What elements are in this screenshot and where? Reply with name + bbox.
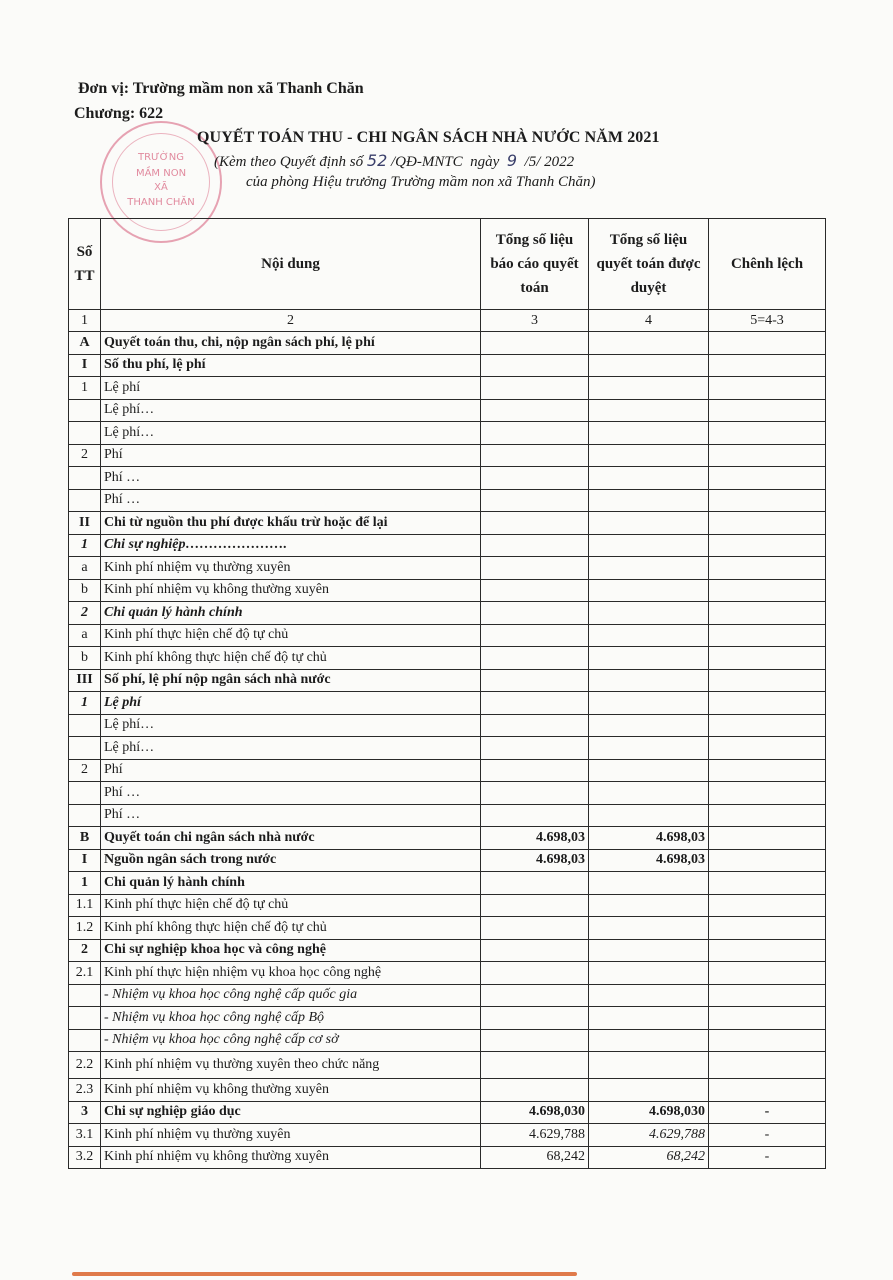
decision-day: 9 — [506, 151, 518, 170]
table-row — [69, 894, 826, 917]
column-number-row — [69, 310, 826, 332]
row-difference — [709, 512, 826, 535]
row-number: b — [69, 579, 101, 602]
row-content: Chi từ nguồn thu phí được khấu trừ hoặc để lại — [101, 512, 481, 535]
row-difference: - — [709, 1146, 826, 1169]
table-row — [69, 602, 826, 625]
row-difference — [709, 894, 826, 917]
row-approved-value — [589, 534, 709, 557]
row-content: Kinh phí không thực hiện chế độ tự chủ — [101, 647, 481, 670]
col-number: 1 — [69, 310, 101, 332]
table-row — [69, 624, 826, 647]
row-content: - Nhiệm vụ khoa học công nghệ cấp cơ sở — [101, 1029, 481, 1052]
row-reported-value — [481, 467, 589, 490]
row-number: 1.2 — [69, 917, 101, 940]
row-approved-value — [589, 377, 709, 400]
table-row — [69, 1029, 826, 1052]
row-content: - Nhiệm vụ khoa học công nghệ cấp Bộ — [101, 1007, 481, 1030]
table-row — [69, 489, 826, 512]
row-approved-value — [589, 939, 709, 962]
row-content: Chi quản lý hành chính — [101, 602, 481, 625]
row-number: b — [69, 647, 101, 670]
row-reported-value: 68,242 — [481, 1146, 589, 1169]
table-row — [69, 939, 826, 962]
row-content: Số thu phí, lệ phí — [101, 354, 481, 377]
row-content: Chi sự nghiệp giáo dục — [101, 1101, 481, 1124]
row-content: Quyết toán chi ngân sách nhà nước — [101, 827, 481, 850]
row-reported-value — [481, 624, 589, 647]
row-difference — [709, 1007, 826, 1030]
table-row — [69, 692, 826, 715]
row-number: II — [69, 512, 101, 535]
table-row — [69, 759, 826, 782]
table-row — [69, 827, 826, 850]
table-row — [69, 782, 826, 805]
col-header-reported: Tổng số liệu báo cáo quyết toán — [481, 219, 589, 310]
row-content: Kinh phí nhiệm vụ không thường xuyên — [101, 1146, 481, 1169]
row-difference — [709, 579, 826, 602]
row-approved-value — [589, 512, 709, 535]
row-content: Nguồn ngân sách trong nước — [101, 849, 481, 872]
row-difference — [709, 467, 826, 490]
row-reported-value — [481, 579, 589, 602]
subtitle-prefix: (Kèm theo Quyết định số — [214, 154, 367, 170]
row-approved-value — [589, 692, 709, 715]
col-header-approved: Tổng số liệu quyết toán được duyệt — [589, 219, 709, 310]
row-difference — [709, 444, 826, 467]
row-content: Phí — [101, 759, 481, 782]
row-content: Phí … — [101, 489, 481, 512]
row-reported-value — [481, 714, 589, 737]
row-approved-value — [589, 444, 709, 467]
row-number: 1 — [69, 872, 101, 895]
row-reported-value — [481, 939, 589, 962]
table-row — [69, 714, 826, 737]
row-difference — [709, 1079, 826, 1102]
row-approved-value — [589, 917, 709, 940]
row-reported-value: 4.629,788 — [481, 1124, 589, 1147]
table-row — [69, 984, 826, 1007]
row-approved-value — [589, 894, 709, 917]
table-row — [69, 512, 826, 535]
row-number — [69, 467, 101, 490]
row-reported-value — [481, 377, 589, 400]
col-number: 5=4-3 — [709, 310, 826, 332]
row-approved-value — [589, 1029, 709, 1052]
row-reported-value — [481, 489, 589, 512]
unit-name: Đơn vị: Trường mầm non xã Thanh Chăn — [78, 80, 364, 97]
row-difference — [709, 759, 826, 782]
row-difference — [709, 354, 826, 377]
table-row — [69, 399, 826, 422]
row-difference — [709, 624, 826, 647]
row-number: 2 — [69, 939, 101, 962]
row-difference — [709, 647, 826, 670]
decision-reference — [214, 151, 574, 171]
row-reported-value: 4.698,03 — [481, 849, 589, 872]
col-header-difference: Chênh lệch — [709, 219, 826, 310]
row-number — [69, 804, 101, 827]
row-approved-value — [589, 962, 709, 985]
table-row — [69, 1052, 826, 1079]
row-difference — [709, 422, 826, 445]
row-difference — [709, 377, 826, 400]
row-content: Kinh phí nhiệm vụ thường xuyên — [101, 557, 481, 580]
row-content: Chi sự nghiệp…………………. — [101, 534, 481, 557]
settlement-table — [68, 218, 826, 1169]
row-number — [69, 1029, 101, 1052]
row-reported-value — [481, 354, 589, 377]
row-content: Kinh phí thực hiện chế độ tự chủ — [101, 894, 481, 917]
row-reported-value — [481, 602, 589, 625]
table-row — [69, 1124, 826, 1147]
row-difference — [709, 669, 826, 692]
row-difference: - — [709, 1124, 826, 1147]
issuer-line: của phòng Hiệu trưởng Trường mầm non xã Thanh Chăn) — [246, 174, 596, 190]
row-number: 2.2 — [69, 1052, 101, 1079]
row-difference — [709, 984, 826, 1007]
row-approved-value — [589, 467, 709, 490]
row-approved-value — [589, 602, 709, 625]
stamp-line: XÃ — [154, 182, 168, 193]
row-reported-value — [481, 894, 589, 917]
row-number: 1 — [69, 692, 101, 715]
subtitle-suffix: /5/ 2022 — [517, 154, 575, 170]
row-number: a — [69, 624, 101, 647]
stamp-line: MẦM NON — [135, 168, 187, 179]
row-reported-value — [481, 422, 589, 445]
row-content: Phí … — [101, 782, 481, 805]
row-difference — [709, 557, 826, 580]
row-number — [69, 782, 101, 805]
table-row — [69, 804, 826, 827]
table-row — [69, 737, 826, 760]
row-number — [69, 714, 101, 737]
row-number: 1.1 — [69, 894, 101, 917]
row-reported-value — [481, 647, 589, 670]
col-header-content: Nội dung — [101, 219, 481, 310]
row-approved-value — [589, 1079, 709, 1102]
table-row — [69, 557, 826, 580]
row-approved-value: 4.629,788 — [589, 1124, 709, 1147]
row-content: Quyết toán thu, chi, nộp ngân sách phí, lệ phí — [101, 332, 481, 355]
row-reported-value — [481, 557, 589, 580]
table-header-row — [69, 219, 826, 310]
row-approved-value — [589, 422, 709, 445]
row-reported-value — [481, 917, 589, 940]
table-row — [69, 669, 826, 692]
row-number — [69, 489, 101, 512]
row-difference — [709, 782, 826, 805]
row-number: I — [69, 849, 101, 872]
table-row — [69, 872, 826, 895]
row-difference — [709, 917, 826, 940]
row-content: Chi quản lý hành chính — [101, 872, 481, 895]
row-reported-value — [481, 804, 589, 827]
row-content: Phí … — [101, 467, 481, 490]
row-content: Lệ phí… — [101, 399, 481, 422]
row-number: 3.2 — [69, 1146, 101, 1169]
row-approved-value — [589, 1052, 709, 1079]
row-approved-value — [589, 714, 709, 737]
row-difference: - — [709, 1101, 826, 1124]
row-reported-value: 4.698,030 — [481, 1101, 589, 1124]
row-approved-value — [589, 759, 709, 782]
row-reported-value — [481, 669, 589, 692]
row-content: Lệ phí — [101, 377, 481, 400]
table-row — [69, 534, 826, 557]
subtitle-mid: /QĐ-MNTC ngày — [387, 154, 507, 170]
table-row — [69, 1079, 826, 1102]
row-approved-value — [589, 647, 709, 670]
row-reported-value — [481, 1052, 589, 1079]
table-row — [69, 377, 826, 400]
row-content: Kinh phí không thực hiện chế độ tự chủ — [101, 917, 481, 940]
row-reported-value — [481, 399, 589, 422]
row-content: - Nhiệm vụ khoa học công nghệ cấp quốc gia — [101, 984, 481, 1007]
row-approved-value — [589, 399, 709, 422]
row-content: Lệ phí… — [101, 422, 481, 445]
row-approved-value — [589, 489, 709, 512]
table-row — [69, 647, 826, 670]
table-row — [69, 332, 826, 355]
row-number: 1 — [69, 377, 101, 400]
row-approved-value — [589, 737, 709, 760]
row-reported-value — [481, 1029, 589, 1052]
row-content: Kinh phí thực hiện nhiệm vụ khoa học công nghệ — [101, 962, 481, 985]
document-title: QUYẾT TOÁN THU - CHI NGÂN SÁCH NHÀ NƯỚC NĂM 2021 — [197, 129, 660, 146]
row-reported-value — [481, 512, 589, 535]
row-reported-value — [481, 782, 589, 805]
row-approved-value: 4.698,03 — [589, 849, 709, 872]
table-row — [69, 1101, 826, 1124]
row-approved-value — [589, 579, 709, 602]
row-number: 3.1 — [69, 1124, 101, 1147]
bottom-edge-strip — [72, 1272, 577, 1276]
row-reported-value — [481, 984, 589, 1007]
row-difference — [709, 332, 826, 355]
table-row — [69, 1007, 826, 1030]
row-difference — [709, 714, 826, 737]
row-content: Số phí, lệ phí nộp ngân sách nhà nước — [101, 669, 481, 692]
stamp-line: THANH CHĂN — [127, 197, 195, 208]
row-number: III — [69, 669, 101, 692]
row-reported-value — [481, 1079, 589, 1102]
row-number: B — [69, 827, 101, 850]
row-approved-value — [589, 669, 709, 692]
row-reported-value — [481, 737, 589, 760]
row-approved-value: 4.698,03 — [589, 827, 709, 850]
table-row — [69, 849, 826, 872]
row-approved-value: 4.698,030 — [589, 1101, 709, 1124]
table-row — [69, 917, 826, 940]
table-row — [69, 444, 826, 467]
row-difference — [709, 534, 826, 557]
row-difference — [709, 489, 826, 512]
table-row — [69, 354, 826, 377]
row-number: 2.1 — [69, 962, 101, 985]
table-row — [69, 579, 826, 602]
row-approved-value — [589, 1007, 709, 1030]
row-difference — [709, 1052, 826, 1079]
row-number: 2 — [69, 444, 101, 467]
chapter-code: Chương: 622 — [74, 105, 164, 122]
row-difference — [709, 692, 826, 715]
row-difference — [709, 399, 826, 422]
row-approved-value — [589, 332, 709, 355]
row-reported-value — [481, 872, 589, 895]
row-approved-value — [589, 557, 709, 580]
row-difference — [709, 1029, 826, 1052]
row-number — [69, 1007, 101, 1030]
col-number: 4 — [589, 310, 709, 332]
table-row — [69, 467, 826, 490]
row-reported-value: 4.698,03 — [481, 827, 589, 850]
row-approved-value — [589, 804, 709, 827]
row-content: Kinh phí nhiệm vụ thường xuyên — [101, 1124, 481, 1147]
row-number: A — [69, 332, 101, 355]
decision-number: 52 — [366, 151, 388, 170]
row-content: Kinh phí nhiệm vụ không thường xuyên — [101, 1079, 481, 1102]
row-number — [69, 984, 101, 1007]
row-reported-value — [481, 1007, 589, 1030]
stamp-line: TRƯỜNG — [138, 152, 184, 163]
row-approved-value — [589, 984, 709, 1007]
row-difference — [709, 939, 826, 962]
row-content: Phí — [101, 444, 481, 467]
row-content: Kinh phí nhiệm vụ không thường xuyên — [101, 579, 481, 602]
table-row — [69, 1146, 826, 1169]
row-reported-value — [481, 962, 589, 985]
row-number: 2 — [69, 759, 101, 782]
row-reported-value — [481, 759, 589, 782]
row-approved-value: 68,242 — [589, 1146, 709, 1169]
row-content: Kinh phí nhiệm vụ thường xuyên theo chức năng — [101, 1052, 481, 1079]
col-number: 3 — [481, 310, 589, 332]
row-number: 3 — [69, 1101, 101, 1124]
col-header-stt: Số TT — [69, 219, 101, 310]
table-row — [69, 422, 826, 445]
row-content: Lệ phí — [101, 692, 481, 715]
row-content: Chi sự nghiệp khoa học và công nghệ — [101, 939, 481, 962]
col-number: 2 — [101, 310, 481, 332]
row-number: 2 — [69, 602, 101, 625]
row-difference — [709, 737, 826, 760]
row-number — [69, 737, 101, 760]
row-content: Phí … — [101, 804, 481, 827]
row-number: 2.3 — [69, 1079, 101, 1102]
row-difference — [709, 849, 826, 872]
row-reported-value — [481, 692, 589, 715]
row-approved-value — [589, 872, 709, 895]
row-content: Lệ phí… — [101, 714, 481, 737]
row-difference — [709, 962, 826, 985]
row-number: a — [69, 557, 101, 580]
row-number — [69, 399, 101, 422]
row-difference — [709, 804, 826, 827]
row-difference — [709, 872, 826, 895]
row-approved-value — [589, 354, 709, 377]
table-row — [69, 962, 826, 985]
row-reported-value — [481, 444, 589, 467]
row-difference — [709, 602, 826, 625]
row-content: Kinh phí thực hiện chế độ tự chủ — [101, 624, 481, 647]
row-difference — [709, 827, 826, 850]
row-content: Lệ phí… — [101, 737, 481, 760]
row-number: I — [69, 354, 101, 377]
row-approved-value — [589, 624, 709, 647]
row-reported-value — [481, 332, 589, 355]
row-approved-value — [589, 782, 709, 805]
row-reported-value — [481, 534, 589, 557]
row-number: 1 — [69, 534, 101, 557]
row-number — [69, 422, 101, 445]
